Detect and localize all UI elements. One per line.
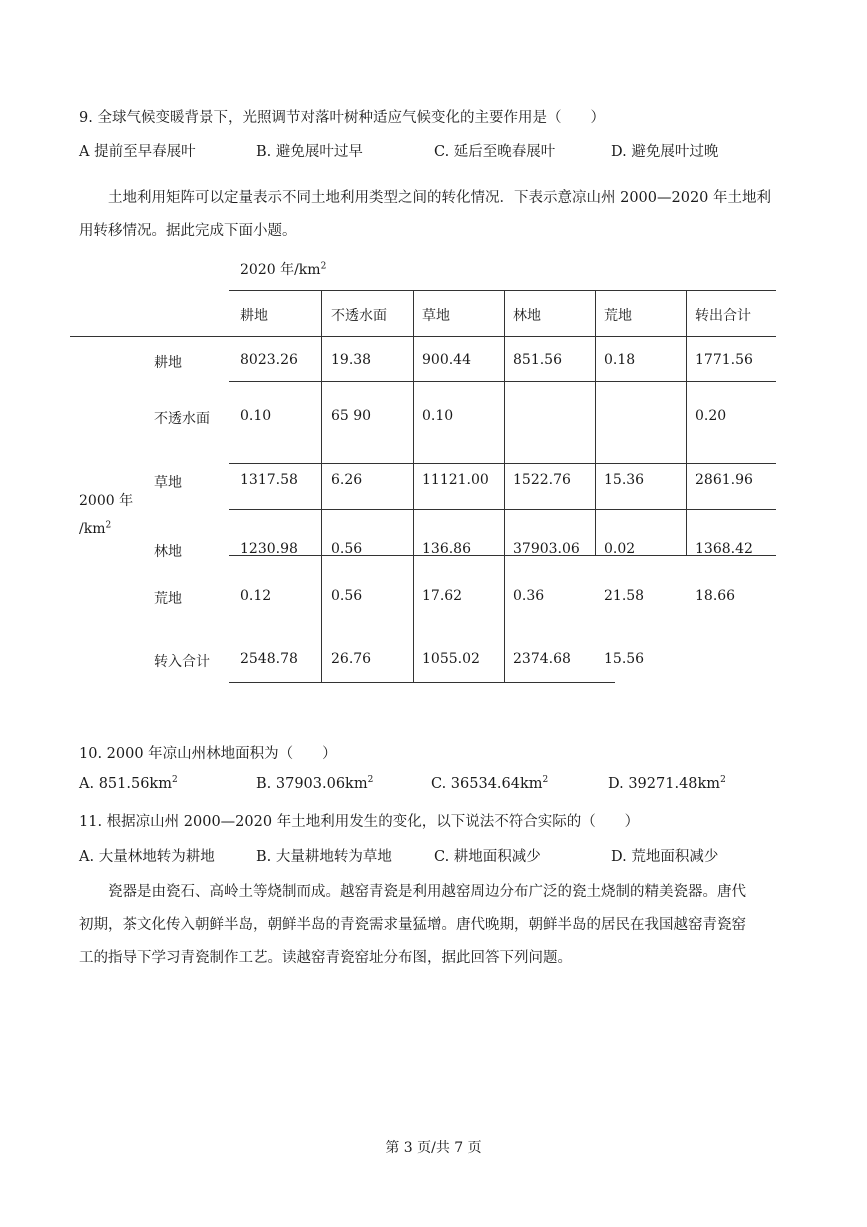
table-side-header-line2: $/km^2$ [79, 520, 112, 537]
table-cell: 851.56 [513, 352, 562, 368]
col-header-barren: 荒地 [604, 308, 632, 324]
passage2-line3: 工的指导下学习青瓷制作工艺。读越窑青瓷窑址分布图，据此回答下列问题。 [79, 950, 572, 966]
table-cell: 0.12 [240, 588, 272, 604]
q10-stem: 10. 2000 年凉山州林地面积为（ ） [79, 746, 337, 762]
row-label: 荒地 [154, 591, 182, 607]
q9-option-d: D. 避免展叶过晚 [611, 144, 719, 160]
table-cell: 1771.56 [695, 352, 753, 368]
table-cell: 21.58 [604, 588, 645, 604]
table-cell: 1230.98 [240, 541, 298, 557]
table-cell: 15.56 [604, 651, 645, 667]
col-header-outflow-total: 转出合计 [695, 308, 751, 324]
table-cell: 26.76 [331, 651, 372, 667]
q11-stem: 11. 根据凉山州 2000—2020 年土地利用发生的变化，以下说法不符合实际的（ ） [79, 814, 640, 830]
table-cell: 0.18 [604, 352, 636, 368]
q10-option-b: B. $37903.06km^2$ [256, 775, 374, 792]
table-cell: 0.56 [331, 588, 363, 604]
passage2-line1: 瓷器是由瓷石、高岭土等烧制而成。越窑青瓷是利用越窑周边分布广泛的瓷土烧制的精美瓷器。唐代 [108, 884, 746, 900]
passage1-line1: 土地利用矩阵可以定量表示不同土地利用类型之间的转化情况．下表示意凉山州 2000—2020 年土地利 [108, 190, 772, 206]
table-cell: 1317.58 [240, 472, 298, 488]
table-cell: 37903.06 [513, 541, 580, 557]
table-cell: 17.62 [422, 588, 463, 604]
table-side-header-line1: 2000 年 [79, 493, 134, 509]
q9-stem: 9. 全球气候变暖背景下，光照调节对落叶树种适应气候变化的主要作用是（ ） [79, 110, 605, 126]
table-cell: 19.38 [331, 352, 372, 368]
q11-option-b: B. 大量耕地转为草地 [256, 849, 392, 865]
table-cell: 2861.96 [695, 472, 753, 488]
table-cell: 136.86 [422, 541, 471, 557]
q11-option-a: A. 大量林地转为耕地 [79, 849, 215, 865]
table-cell: 1055.02 [422, 651, 480, 667]
page-number: 第 3 页/共 7 页 [385, 1140, 482, 1156]
table-cell: 15.36 [604, 472, 645, 488]
row-label: 草地 [154, 475, 182, 491]
col-header-forest: 林地 [513, 308, 541, 324]
row-label: 不透水面 [154, 411, 210, 427]
table-cell: 1368.42 [695, 541, 753, 557]
table-cell: 2548.78 [240, 651, 298, 667]
table-cell: 6.26 [331, 472, 363, 488]
col-header-cropland: 耕地 [240, 308, 268, 324]
table-cell: 0.10 [422, 408, 454, 424]
q10-option-a: A. $851.56km^2$ [79, 775, 178, 792]
table-cell: 8023.26 [240, 352, 298, 368]
table-cell: 0.10 [240, 408, 272, 424]
table-cell: 18.66 [695, 588, 736, 604]
q10-option-d: D. $39271.48km^2$ [608, 775, 726, 792]
passage2-line2: 初期，茶文化传入朝鲜半岛，朝鲜半岛的青瓷需求量猛增。唐代晚期，朝鲜半岛的居民在我国越窑青瓷窑 [79, 917, 746, 933]
q10-option-c: C. $36534.64km^2$ [431, 775, 549, 792]
q9-option-c: C. 延后至晚春展叶 [434, 144, 556, 160]
col-header-grassland: 草地 [422, 308, 450, 324]
row-label: 转入合计 [154, 654, 210, 670]
q9-option-b: B. 避免展叶过早 [256, 144, 363, 160]
col-header-impervious: 不透水面 [331, 308, 387, 324]
table-cell: 900.44 [422, 352, 471, 368]
table-cell: 65 90 [331, 408, 372, 424]
table-cell: 1522.76 [513, 472, 571, 488]
table-cell: 2374.68 [513, 651, 571, 667]
table-cell: 11121.00 [422, 472, 489, 488]
table-cell: 0.36 [513, 588, 545, 604]
table-cell: 0.20 [695, 408, 727, 424]
table-cell: 0.56 [331, 541, 363, 557]
table-cell: 0.02 [604, 541, 636, 557]
q11-option-c: C. 耕地面积减少 [434, 849, 541, 865]
row-label: 林地 [154, 544, 182, 560]
table-top-header: 2020 年$/km^2$ [240, 261, 327, 278]
row-label: 耕地 [154, 355, 182, 371]
passage1-line2: 用转移情况。据此完成下面小题。 [79, 223, 297, 239]
q11-option-d: D. 荒地面积减少 [611, 849, 719, 865]
q9-option-a: A 提前至早春展叶 [79, 144, 196, 160]
